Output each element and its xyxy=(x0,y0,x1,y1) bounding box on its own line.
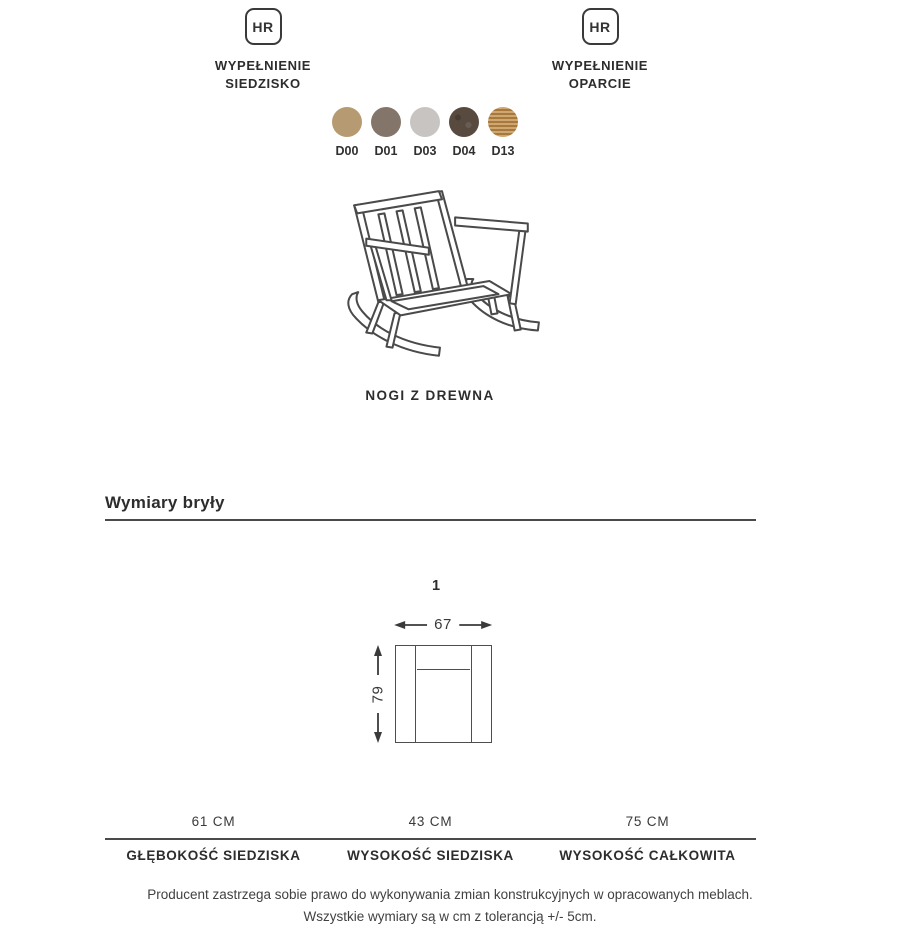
swatch-d01[interactable]: D01 xyxy=(371,107,401,158)
unit-number: 1 xyxy=(431,578,441,594)
wooden-legs-label: NOGI Z DREWNA xyxy=(365,388,495,403)
hr-foam-icon xyxy=(582,8,619,45)
swatch-color-dot[interactable] xyxy=(410,107,440,137)
hr-foam-icon xyxy=(245,8,282,45)
measurement-labels-row xyxy=(105,848,756,863)
depth-value: 79 xyxy=(369,685,387,703)
dimensions-section-title: Wymiary bryły xyxy=(105,493,225,512)
measurement-label: WYSOKOŚĆ CAŁKOWITA xyxy=(559,848,736,863)
seat-filling-label: WYPEŁNIENIE SIEDZISKO xyxy=(214,58,312,91)
right-armrest-line xyxy=(471,646,472,742)
measurement-value: 61 CM xyxy=(191,814,236,829)
width-value: 67 xyxy=(434,616,452,633)
measurements-divider xyxy=(105,838,756,840)
measurement-label: GŁĘBOKOŚĆ SIEDZISKA xyxy=(126,848,301,863)
measurements-table xyxy=(105,814,756,863)
left-armrest-line xyxy=(415,646,416,742)
depth-dimension xyxy=(370,645,386,743)
disclaimer-line-1: Producent zastrzega sobie prawo do wykonywania zmian konstrukcyjnych w opracowanych meblach. xyxy=(147,887,753,902)
measurement-label: WYSOKOŚĆ SIEDZISKA xyxy=(347,848,514,863)
hr-badge-text: HR xyxy=(589,18,611,35)
rocking-chair-line-drawing xyxy=(338,181,550,375)
measurement-value: 75 CM xyxy=(625,814,670,829)
wood-color-swatches xyxy=(332,107,518,158)
width-dimension xyxy=(394,616,492,633)
measurement-value: 43 CM xyxy=(408,814,453,829)
swatch-d03[interactable]: D03 xyxy=(410,107,440,158)
swatch-d00[interactable]: D00 xyxy=(332,107,362,158)
backrest-filling-label: WYPEŁNIENIE OPARCIE xyxy=(551,58,649,91)
arrow-right-icon xyxy=(459,620,492,630)
armchair-topview-diagram xyxy=(395,645,492,743)
backrest-filling-block xyxy=(440,8,760,92)
seat-filling-block xyxy=(103,8,423,92)
disclaimer-line-2: Wszystkie wymiary są w cm z tolerancją +/- 5cm. xyxy=(303,909,597,925)
swatch-d13[interactable]: D13 xyxy=(488,107,518,158)
arrow-up-icon xyxy=(373,645,383,675)
swatch-d04[interactable]: D04 xyxy=(449,107,479,158)
arrow-down-icon xyxy=(373,713,383,743)
swatch-color-dot[interactable] xyxy=(332,107,362,137)
swatch-color-dot[interactable] xyxy=(488,107,518,137)
arrow-left-icon xyxy=(394,620,427,630)
swatch-color-dot[interactable] xyxy=(449,107,479,137)
backrest-line xyxy=(417,669,471,670)
measurement-values-row xyxy=(105,814,756,829)
hr-badge-text: HR xyxy=(252,18,274,35)
disclaimer xyxy=(0,884,900,929)
section-divider xyxy=(105,519,756,521)
swatch-color-dot[interactable] xyxy=(371,107,401,137)
